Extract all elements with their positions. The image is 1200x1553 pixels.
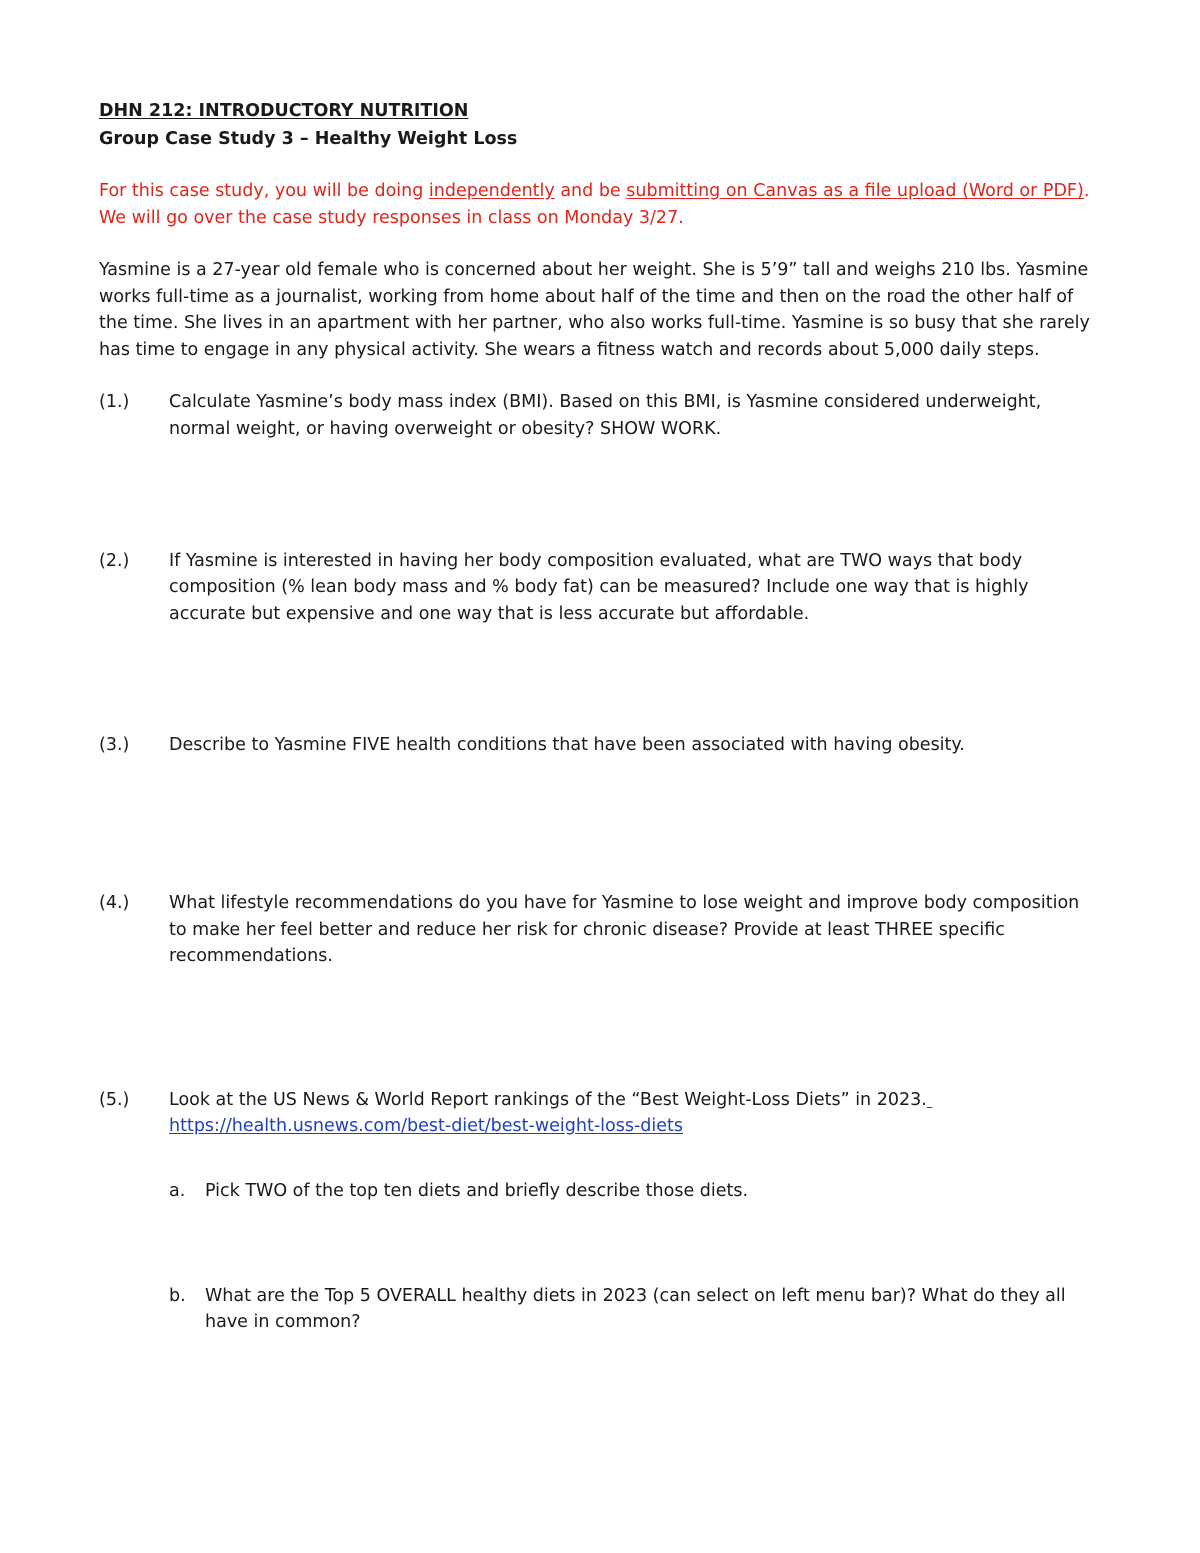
sub-question-letter: a. [169,1181,186,1201]
question-text: Describe to Yasmine FIVE health conditions that have been associated with having obesity. [169,735,965,755]
question-text: What lifestyle recommendations do you have for Yasmine to lose weight and improve body composition [169,893,1080,913]
notice-line-2: We will go over the case study responses in class on Monday 3/27. [99,208,684,228]
case-study-title: Group Case Study 3 – Healthy Weight Loss [99,129,518,149]
notice-submission: submitting on Canvas as a file upload (Word or PDF) [626,181,1084,201]
question-text: Calculate Yasmine’s body mass index (BMI). Based on this BMI, is Yasmine considered underweight, [169,392,1042,412]
usnews-link[interactable]: https://health.usnews.com/best-diet/best-weight-loss-diets [169,1116,684,1136]
notice-text-2: and be [554,181,627,201]
intro-line: has time to engage in any physical activity. She wears a fitness watch and records about 5,000 daily steps. [99,340,1040,360]
intro-line: the time. She lives in an apartment with her partner, who also works full-time. Yasmine is so busy that she rarely [99,313,1090,333]
question-number: (4.) [99,893,130,913]
notice-text-3: . [1083,181,1090,201]
sub-question-text: What are the Top 5 OVERALL healthy diets in 2023 (can select on left menu bar)? What do they all [205,1286,1066,1306]
question-text: accurate but expensive and one way that is less accurate but affordable. [169,604,810,624]
course-title: DHN 212: INTRODUCTORY NUTRITION [99,101,469,121]
notice-line-1 [99,181,1089,201]
question-number: (5.) [99,1090,130,1110]
question-text: normal weight, or having overweight or obesity? SHOW WORK. [169,419,722,439]
question-text: If Yasmine is interested in having her body composition evaluated, what are TWO ways that body [169,551,1023,571]
question-text: to make her feel better and reduce her risk for chronic disease? Provide at least THREE specific [169,920,1005,940]
sub-question-text: Pick TWO of the top ten diets and briefly describe those diets. [205,1181,749,1201]
sub-question-text: have in common? [205,1312,361,1332]
notice-independently: independently [428,181,555,201]
question-number: (2.) [99,551,130,571]
question-text [169,1090,932,1110]
question-number: (3.) [99,735,130,755]
intro-line: works full-time as a journalist, working from home about half of the time and then on the road the other half of [99,287,1074,307]
sub-question-letter: b. [169,1286,186,1306]
intro-line: Yasmine is a 27-year old female who is concerned about her weight. She is 5’9” tall and weighs 210 lbs. Yasmine [99,260,1089,280]
question-text: composition (% lean body mass and % body fat) can be measured? Include one way that is highly [169,577,1029,597]
notice-text-1: For this case study, you will be doing [99,181,429,201]
question-number: (1.) [99,392,130,412]
question-text: recommendations. [169,946,333,966]
link-spacer[interactable] [927,1090,933,1110]
question-5-text: Look at the US News & World Report rankings of the “Best Weight-Loss Diets” in 2023. [169,1090,927,1110]
